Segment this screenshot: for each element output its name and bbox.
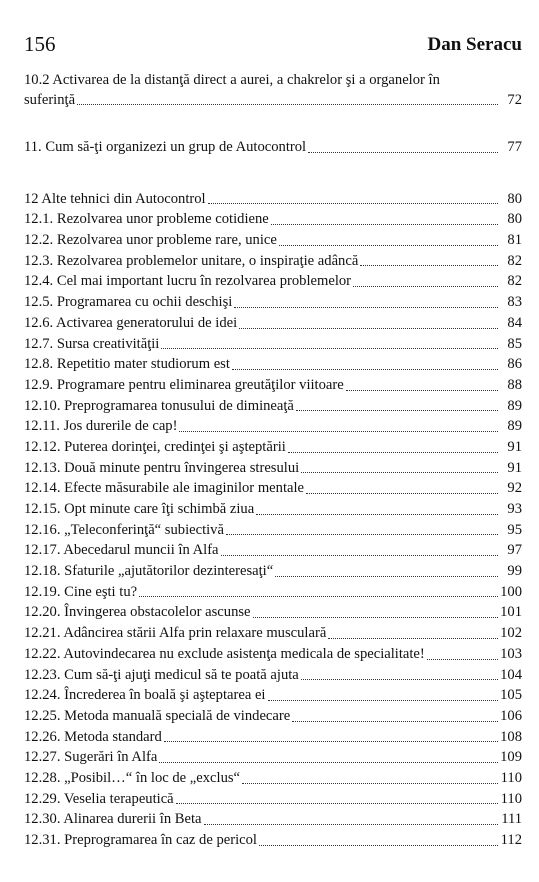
- dot-leader: [208, 203, 498, 204]
- toc-entry-11[interactable]: [24, 137, 522, 158]
- dot-leader: [232, 369, 498, 370]
- toc-entry-page: 91: [507, 438, 522, 455]
- toc-entry-page: 72: [507, 92, 522, 108]
- toc-entry-title: 12.27. Sugerări în Alfa: [24, 749, 158, 766]
- page-number: 156: [24, 32, 56, 56]
- dot-leader: [308, 152, 498, 153]
- dot-leader: [204, 824, 498, 825]
- toc-entry-10-2[interactable]: [24, 70, 522, 110]
- toc-entry-title: 12.21. Adâncirea stării Alfa prin relaxare musculară: [24, 625, 327, 642]
- toc-entry-page: 102: [500, 625, 522, 642]
- dot-leader: [353, 286, 498, 287]
- page-header: [24, 32, 522, 62]
- toc-entry-title: 12 Alte tehnici din Autocontrol: [24, 190, 206, 207]
- toc-entry-page: 108: [500, 728, 522, 745]
- toc-entry-page: 85: [507, 335, 522, 352]
- toc-entry-title: 12.6. Activarea generatorului de idei: [24, 314, 238, 331]
- toc-entry-page: 100: [500, 583, 522, 600]
- toc-entry-title: 11. Cum să-ţi organizezi un grup de Autocontrol: [24, 139, 307, 155]
- toc-entry[interactable]: [24, 271, 522, 292]
- toc-entry-page: 80: [507, 190, 522, 207]
- toc-entry[interactable]: [24, 644, 522, 665]
- section-gap: [24, 110, 522, 137]
- dot-leader: [239, 328, 498, 329]
- toc-entry-page: 86: [507, 356, 522, 373]
- dot-leader: [226, 534, 498, 535]
- toc-entry-page: 112: [500, 832, 522, 848]
- toc-entry[interactable]: [24, 789, 522, 810]
- dot-leader: [292, 721, 498, 722]
- toc-entry-page: 89: [507, 418, 522, 435]
- toc-entry-page: 106: [500, 707, 522, 724]
- toc-entry-page: 105: [500, 687, 522, 704]
- toc-entry-title: 12.25. Metoda manuală specială de vindecare: [24, 707, 291, 724]
- toc-entry-title: 12.26. Metoda standard: [24, 728, 162, 745]
- dot-leader: [328, 638, 498, 639]
- dot-leader: [253, 617, 498, 618]
- toc-entry-page: 109: [500, 749, 522, 766]
- toc-entry-page: 99: [507, 563, 522, 580]
- toc-entry[interactable]: [24, 313, 522, 334]
- toc-entry-title: 12.19. Cine eşti tu?: [24, 583, 138, 600]
- toc-entry[interactable]: [24, 727, 522, 748]
- toc-entry[interactable]: [24, 747, 522, 768]
- dot-leader: [139, 596, 498, 597]
- toc-entry[interactable]: [24, 437, 522, 458]
- toc-entry-title: 12.16. „Teleconferinţă“ subiectivă: [24, 521, 224, 538]
- toc-entry-page: 92: [507, 480, 522, 497]
- toc-entry-page: 82: [507, 252, 522, 269]
- toc-entry[interactable]: [24, 520, 522, 541]
- toc-entry-title: 12.7. Sursa creativităţii: [24, 335, 160, 352]
- toc-entry-title: 12.12. Puterea dorinţei, credinţei şi aşteptării: [24, 438, 286, 455]
- toc-entry-page: 95: [507, 521, 522, 538]
- toc-entry[interactable]: [24, 230, 522, 251]
- toc-entry[interactable]: [24, 706, 522, 727]
- toc-entry-title: 12.2. Rezolvarea unor probleme rare, unice: [24, 232, 277, 249]
- toc-entry-page: 80: [507, 211, 522, 228]
- toc-entry-page: 101: [500, 604, 522, 621]
- toc-entry-title: 12.18. Sfaturile „ajutătorilor dezinteresaţi“: [24, 563, 274, 580]
- toc-entry-title: 12.10. Preprogramarea tonusului de dimineaţă: [24, 397, 294, 414]
- toc-entry[interactable]: [24, 830, 522, 851]
- toc-entry[interactable]: [24, 685, 522, 706]
- dot-leader: [360, 265, 498, 266]
- toc-entry[interactable]: [24, 809, 522, 830]
- dot-leader: [234, 307, 498, 308]
- toc-entry[interactable]: [24, 623, 522, 644]
- toc-entry-page: 111: [501, 811, 522, 828]
- toc-entry-page: 88: [507, 376, 522, 393]
- dot-leader: [279, 245, 498, 246]
- toc-entry-title: 12.8. Repetitio mater studiorum est: [24, 356, 230, 373]
- toc-subentries: [24, 209, 522, 850]
- toc-entry-title: 12.4. Cel mai important lucru în rezolvarea problemelor: [24, 273, 352, 290]
- toc-entry-title: 12.11. Jos durerile de cap!: [24, 418, 178, 435]
- dot-leader: [259, 845, 498, 846]
- toc-entry-title: 12.20. Învingerea obstacolelor ascunse: [24, 604, 251, 621]
- toc-entry-page: 82: [507, 273, 522, 290]
- toc-entry-title-line1: 10.2 Activarea de la distanţă direct a aurei, a chakrelor şi a organelor în: [24, 72, 440, 88]
- toc-entry-title: 12.29. Veselia terapeutică: [24, 790, 174, 807]
- dot-leader: [288, 452, 498, 453]
- toc-entry-title: 12.30. Alinarea durerii în Beta: [24, 811, 202, 828]
- toc-entry[interactable]: [24, 396, 522, 417]
- toc-entry-page: 110: [500, 790, 522, 807]
- dot-leader: [164, 741, 498, 742]
- toc-entry[interactable]: [24, 416, 522, 437]
- dot-leader: [256, 514, 498, 515]
- toc-entry-title: 12.24. Încrederea în boală şi aşteptarea ei: [24, 687, 266, 704]
- toc-entry[interactable]: [24, 602, 522, 623]
- toc-entry-title: 12.28. „Posibil…“ în loc de „exclus“: [24, 769, 241, 786]
- toc-entry-title: 12.22. Autovindecarea nu exclude asistenţa medicala de specialitate!: [24, 645, 425, 662]
- dot-leader: [301, 679, 498, 680]
- toc-entry-title-line2: suferinţă: [24, 92, 76, 108]
- toc-entry-12[interactable]: [24, 189, 522, 210]
- toc-entry-page: 104: [500, 666, 522, 683]
- toc-entry[interactable]: [24, 665, 522, 686]
- toc-entry[interactable]: [24, 561, 522, 582]
- dot-leader: [242, 783, 498, 784]
- dot-leader: [268, 700, 499, 701]
- toc-entry[interactable]: [24, 334, 522, 355]
- toc-entry[interactable]: [24, 582, 522, 603]
- toc-entry[interactable]: [24, 478, 522, 499]
- toc-entry-page: 89: [507, 397, 522, 414]
- toc-entry-title: 12.31. Preprogramarea în caz de pericol: [24, 832, 257, 848]
- dot-leader: [77, 104, 498, 105]
- toc-entry-title: 12.1. Rezolvarea unor probleme cotidiene: [24, 211, 269, 228]
- toc-entry-title: 12.9. Programare pentru eliminarea greutăţilor viitoare: [24, 376, 344, 393]
- author-name: Dan Seracu: [427, 34, 522, 55]
- toc-entry-page: 110: [500, 769, 522, 786]
- dot-leader: [159, 762, 498, 763]
- dot-leader: [306, 493, 498, 494]
- toc-entry-title: 12.23. Cum să-ţi ajuţi medicul să te poată ajuta: [24, 666, 299, 683]
- toc-entry-title: 12.15. Opt minute care îţi schimbă ziua: [24, 501, 255, 517]
- toc-entry-title: 12.5. Programarea cu ochii deschişi: [24, 294, 233, 311]
- toc-entry[interactable]: [24, 209, 522, 230]
- toc-entry-title: 12.13. Două minute pentru învingerea stresului: [24, 459, 300, 476]
- section-gap: [24, 158, 522, 189]
- table-of-contents: [24, 70, 522, 851]
- dot-leader: [346, 390, 498, 391]
- dot-leader: [161, 348, 498, 349]
- dot-leader: [221, 555, 498, 556]
- toc-entry[interactable]: [24, 354, 522, 375]
- toc-entry[interactable]: [24, 540, 522, 561]
- toc-entry-page: 97: [507, 542, 522, 559]
- dot-leader: [275, 576, 498, 577]
- toc-entry-title: 12.17. Abecedarul muncii în Alfa: [24, 542, 219, 559]
- dot-leader: [176, 803, 498, 804]
- dot-leader: [296, 410, 498, 411]
- toc-entry[interactable]: [24, 499, 522, 520]
- toc-entry[interactable]: [24, 768, 522, 789]
- dot-leader: [301, 472, 498, 473]
- toc-entry-page: 103: [500, 645, 522, 662]
- toc-entry[interactable]: [24, 251, 522, 272]
- toc-entry[interactable]: [24, 375, 522, 396]
- toc-entry-page: 93: [507, 501, 522, 517]
- toc-entry-page: 84: [507, 314, 522, 331]
- dot-leader: [427, 659, 498, 660]
- toc-entry-page: 81: [507, 232, 522, 249]
- toc-entry[interactable]: [24, 292, 522, 313]
- toc-entry-title: 12.3. Rezolvarea problemelor unitare, o inspiraţie adâncă: [24, 252, 359, 269]
- dot-leader: [271, 224, 498, 225]
- toc-entry-title: 12.14. Efecte măsurabile ale imaginilor mentale: [24, 480, 305, 497]
- toc-entry-page: 91: [507, 459, 522, 476]
- dot-leader: [179, 431, 498, 432]
- toc-entry[interactable]: [24, 458, 522, 479]
- toc-entry-page: 83: [507, 294, 522, 311]
- toc-entry-page: 77: [507, 139, 522, 155]
